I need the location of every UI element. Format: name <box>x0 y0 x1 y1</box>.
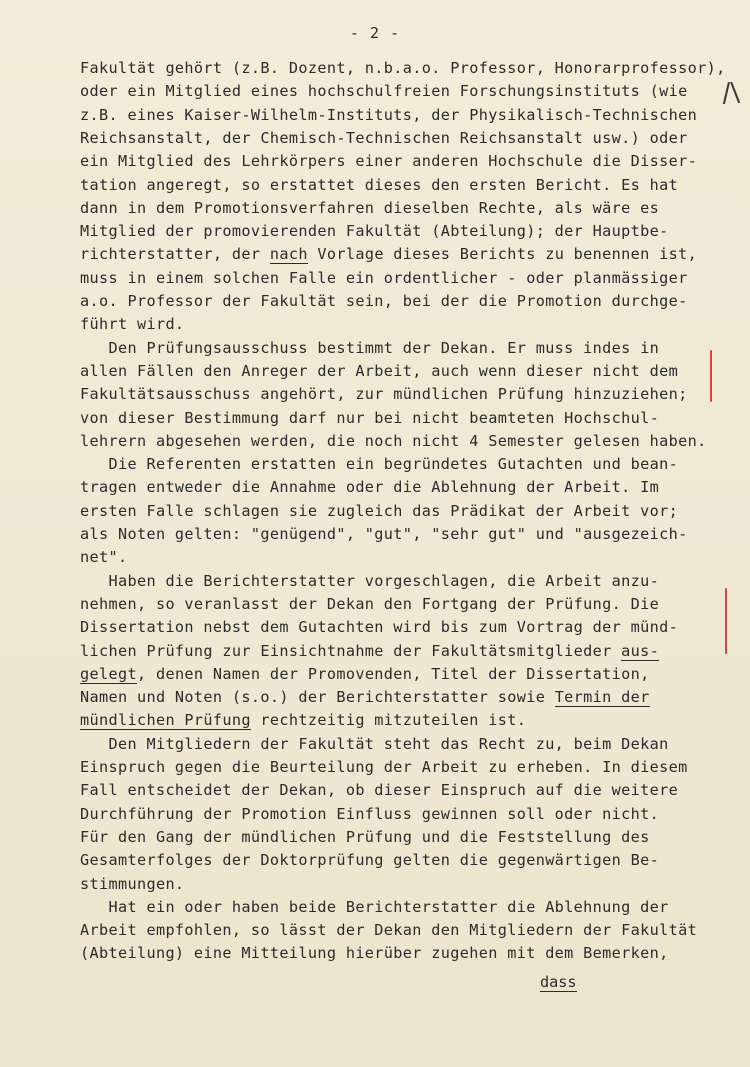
text-line: stimmungen. <box>80 874 185 893</box>
text-line: allen Fällen den Anreger der Arbeit, auch wenn dieser nicht dem <box>80 361 679 380</box>
text-line: mündlichen Prüfung rechtzeitig mitzuteilen ist. <box>80 711 527 730</box>
text-line: Durchführung der Promotion Einfluss gewinnen soll oder nicht. <box>80 804 660 823</box>
text-line: dann in dem Promotionsverfahren dieselben Rechte, als wäre es <box>80 198 660 217</box>
text-line: Fakultät gehört (z.B. Dozent, n.b.a.o. Professor, Honorarprofessor), <box>80 59 726 77</box>
text-line: führt wird. <box>80 315 185 334</box>
text-line: nehmen, so veranlasst der Dekan den Fortgang der Prüfung. Die <box>80 594 660 613</box>
text-line: ersten Falle schlagen sie zugleich das Prädikat der Arbeit vor; <box>80 501 679 520</box>
text-line: net". <box>80 548 128 567</box>
text-line: Haben die Berichterstatter vorgeschlagen, die Arbeit anzu- <box>80 571 660 590</box>
text-line: Fakultätsausschuss angehört, zur mündlichen Prüfung hinzuziehen; <box>80 385 688 404</box>
catchword: dass <box>540 973 577 991</box>
text-line: Reichsanstalt, der Chemisch-Technischen Reichsanstalt usw.) oder <box>80 128 688 147</box>
text-line: (Abteilung) eine Mitteilung hierüber zugehen mit dem Bemerken, <box>80 944 669 963</box>
text-line: gelegt, denen Namen der Promovenden, Titel der Dissertation, <box>80 664 650 683</box>
page-number: - 2 - <box>349 24 401 42</box>
pencil-margin-mark: /\ <box>720 77 741 109</box>
text-line: Die Referenten erstatten ein begründetes Gutachten und bean- <box>80 455 679 474</box>
text-line: tation angeregt, so erstattet dieses den ersten Bericht. Es hat <box>80 175 679 194</box>
red-margin-mark <box>710 350 712 402</box>
text-line: z.B. eines Kaiser-Wilhelm-Instituts, der Physikalisch-Technischen <box>80 105 698 124</box>
text-line: Namen und Noten (s.o.) der Berichterstatter sowie Termin der <box>80 688 650 707</box>
text-line: oder ein Mitglied eines hochschulfreien Forschungsinstituts (wie <box>80 82 688 101</box>
text-line: als Noten gelten: "genügend", "gut", "sehr gut" und "ausgezeich- <box>80 525 688 543</box>
text-line: Für den Gang der mündlichen Prüfung und die Feststellung des <box>80 827 650 846</box>
text-line: von dieser Bestimmung darf nur bei nicht beamteten Hochschul- <box>80 408 660 427</box>
text-line: lichen Prüfung zur Einsichtnahme der Fakultätsmitglieder aus- <box>80 641 660 660</box>
text-line: Gesamterfolges der Doktorprüfung gelten die gegenwärtigen Be- <box>80 851 660 870</box>
text-line: tragen entweder die Annahme oder die Ablehnung der Arbeit. Im <box>80 478 660 497</box>
text-line: Den Mitgliedern der Fakultät steht das Recht zu, beim Dekan <box>80 734 669 753</box>
text-line: Fall entscheidet der Dekan, ob dieser Einspruch auf die weitere <box>80 781 679 800</box>
text-line: Einspruch gegen die Beurteilung der Arbeit zu erheben. In diesem <box>80 758 688 776</box>
text-line: lehrern abgesehen werden, die noch nicht 4 Semester gelesen haben. <box>80 431 707 450</box>
text-line: ein Mitglied des Lehrkörpers einer anderen Hochschule die Disser- <box>80 152 698 171</box>
text-line: Hat ein oder haben beide Berichterstatter die Ablehnung der <box>80 897 669 916</box>
text-line: a.o. Professor der Fakultät sein, bei der die Promotion durchge- <box>80 292 688 310</box>
text-line: muss in einem solchen Falle ein ordentlicher - oder planmässiger <box>80 268 688 287</box>
text-line: richterstatter, der nach Vorlage dieses Berichts zu benennen ist, <box>80 245 698 264</box>
red-margin-mark <box>725 588 727 654</box>
text-line: Mitglied der promovierenden Fakultät (Abteilung); der Hauptbe- <box>80 222 669 241</box>
text-line: Dissertation nebst dem Gutachten wird bis zum Vortrag der münd- <box>80 618 679 637</box>
text-line: Den Prüfungsausschuss bestimmt der Dekan. Er muss indes in <box>80 338 660 357</box>
text-line: Arbeit empfohlen, so lässt der Dekan den Mitgliedern der Fakultät <box>80 921 698 940</box>
